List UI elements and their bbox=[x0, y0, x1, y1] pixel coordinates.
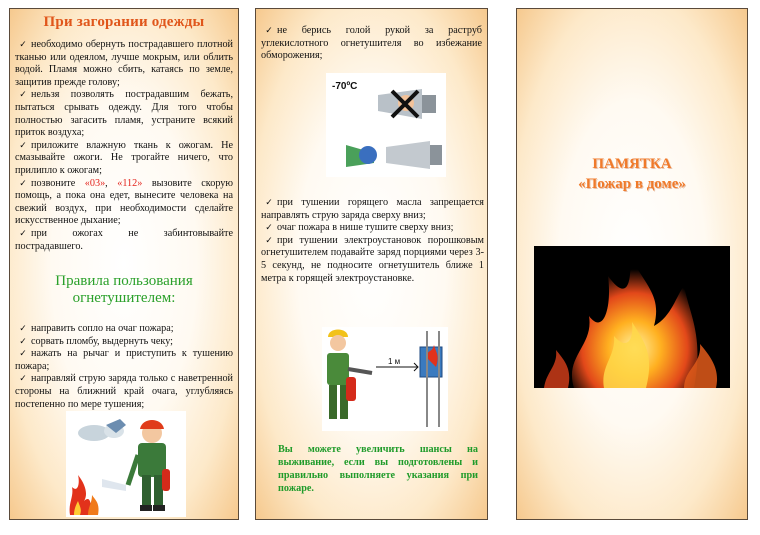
phone-number: «03» bbox=[84, 177, 106, 189]
left-panel bbox=[9, 8, 239, 520]
checkmark-icon: ✓ bbox=[265, 26, 273, 36]
firefighter-extinguishing-illustration bbox=[66, 411, 186, 517]
list-item: ✓ приложите влажную ткань к ожогам. Не смазывайте ожоги. Не трогайте ничего, что прилипло к ожогам; bbox=[15, 139, 233, 176]
distance-label: 1 м bbox=[388, 357, 401, 366]
checkmark-icon: ✓ bbox=[19, 140, 27, 151]
survival-note: Вы можете увеличить шансы на выживание, если вы подготовлены и правильно выполняете указания при пожаре. bbox=[278, 444, 478, 494]
fire-photo bbox=[534, 246, 730, 388]
phone-number: «112» bbox=[117, 177, 143, 189]
list-item: ✓ направить сопло на очаг пожара; bbox=[15, 323, 233, 336]
checkmark-icon: ✓ bbox=[265, 235, 273, 246]
memo-title: ПАМЯТКА «Пожар в доме» bbox=[578, 156, 686, 192]
list-item: ✓ при тушении электроустановок порошковым огнетушителем подавайте заряд порциями через 3-5 секунд, не подносите огнетушитель ближе 1 метра к горящей электроустановке. bbox=[261, 234, 484, 284]
checkmark-icon: ✓ bbox=[265, 198, 273, 208]
checkmark-icon: ✓ bbox=[19, 324, 27, 335]
list-item: ✓ нажать на рычаг и приступить к тушению пожара; bbox=[15, 348, 233, 372]
extinguishing-rules-list bbox=[256, 197, 488, 285]
electrical-fire-illustration bbox=[322, 327, 448, 431]
checkmark-icon: ✓ bbox=[19, 336, 27, 347]
list-item: ✓ направляй струю заряда только с наветренной стороны на ближний край очага, углубляясь постепенно по мере тушения; bbox=[15, 373, 233, 410]
list-item: ✓ не берись голой рукой за раструб углекислотного огнетушителя во избежание обморожения; bbox=[261, 25, 482, 62]
co2-horn-frostbite-illustration bbox=[326, 73, 446, 177]
extinguisher-rules-list bbox=[10, 323, 238, 411]
co2-warning-list bbox=[256, 25, 487, 63]
firefighter-electrical-icon bbox=[322, 327, 448, 431]
extinguisher-rules-title: Правила пользования огнетушителем: bbox=[55, 273, 193, 307]
list-item: ✓ позвоните «03», «112» вызовите скорую помощь, а пока она едет, вынесите человека на свежий воздух, при необходимости сделайте искусственное дыхание; bbox=[15, 177, 233, 227]
checkmark-icon: ✓ bbox=[19, 374, 27, 385]
list-item: ✓ необходимо обернуть пострадавшего плотной тканью или одеялом, лучше мокрым, или облить водой. Пламя можно сбить, катаясь по земле, защитив прежде голову; bbox=[15, 39, 233, 88]
list-item: ✓ нельзя позволять пострадавшим бежать, пытаться срывать одежду. Для того чтобы полностью загасить пламя, устраните всякий приток воздуха; bbox=[15, 89, 233, 139]
flames-icon bbox=[534, 246, 730, 388]
clothing-fire-title: При загорании одежды bbox=[43, 14, 205, 30]
clothing-fire-list bbox=[10, 39, 238, 253]
checkmark-icon: ✓ bbox=[19, 178, 27, 189]
cover-panel bbox=[516, 8, 748, 520]
list-item: ✓ сорвать пломбу, выдернуть чеку; bbox=[15, 336, 233, 349]
temperature-label: -70ºС bbox=[332, 81, 358, 92]
list-item: ✓ очаг пожара в нише тушите сверху вниз; bbox=[261, 222, 484, 235]
checkmark-icon: ✓ bbox=[19, 40, 27, 50]
checkmark-icon: ✓ bbox=[19, 228, 27, 239]
firefighter-icon bbox=[66, 411, 186, 517]
checkmark-icon: ✓ bbox=[19, 90, 27, 101]
list-item: ✓ при тушении горящего масла запрещается направлять струю заряда сверху вниз; bbox=[261, 197, 484, 221]
list-item: ✓ при ожогах не забинтовывайте пострадавшего. bbox=[15, 227, 233, 252]
middle-panel bbox=[255, 8, 488, 520]
checkmark-icon: ✓ bbox=[19, 349, 27, 360]
checkmark-icon: ✓ bbox=[265, 223, 273, 234]
